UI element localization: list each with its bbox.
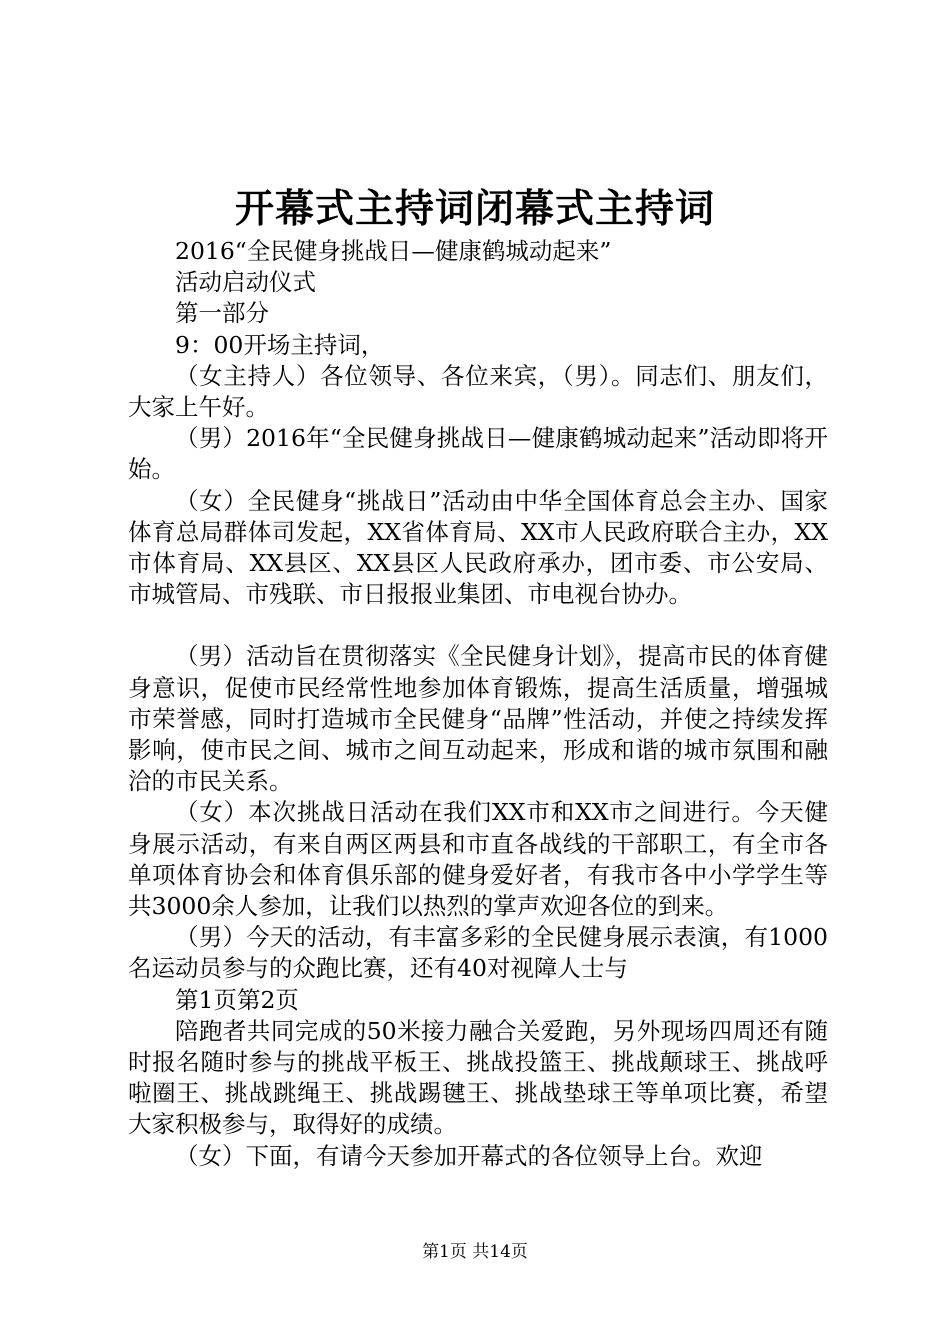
paragraph-opening-time: 9：00开场主持词， xyxy=(175,330,385,359)
paragraph-ceremony: 活动启动仪式 xyxy=(175,268,316,297)
paragraph-start: （男）2016年“全民健身挑战日—健康鹤城动起来”活动即将开始。 xyxy=(128,424,828,484)
paragraph-event-name: 2016“全民健身挑战日—健康鹤城动起来” xyxy=(175,237,612,265)
paragraph-competitions: 陪跑者共同完成的50米接力融合关爱跑，另外现场四周还有随时报名随时参与的挑战平板王、挑战投篮王、挑战颠球王、挑战呼啦圈王、挑战跳绳王、挑战踢毽王、挑战垫球王等单项比赛，希望大家积极参与，取得好的成绩。 xyxy=(128,1016,828,1139)
document-body xyxy=(128,236,828,1172)
page-marker: 第1页第2页 xyxy=(175,985,299,1014)
paragraph-part-one: 第一部分 xyxy=(175,299,269,328)
document-title: 开幕式主持词闭幕式主持词 xyxy=(234,186,715,232)
page-footer: 第1页 共14页 xyxy=(422,1242,528,1262)
paragraph-participants: （女）本次挑战日活动在我们XX市和XX市之间进行。今天健身展示活动，有来自两区两县和市直各战线的干部职工，有全市各单项体育协会和体育俱乐部的健身爱好者，有我市各中小学学生等共3000余人参加，让我们以热烈的掌声欢迎各位的到来。 xyxy=(128,798,828,921)
paragraph-leaders: （女）下面，有请今天参加开幕式的各位领导上台。欢迎 xyxy=(175,1141,763,1170)
paragraph-purpose: （男）活动旨在贯彻落实《全民健身计划》，提高市民的体育健身意识，促使市民经常性地参加体育锻炼，提高生活质量，增强城市荣誉感，同时打造城市全民健身“品牌”性活动，并使之持续发挥影响，使市民之间、城市之间互动起来，形成和谐的城市氛围和融洽的市民关系。 xyxy=(128,642,828,796)
paragraph-greeting: （女主持人）各位领导、各位来宾，（男）。同志们、朋友们，大家上午好。 xyxy=(128,361,828,422)
paragraph-organizers: （女）全民健身“挑战日”活动由中华全国体育总会主办、国家体育总局群体司发起，XX省体育局、XX市人民政府联合主办，XX市体育局、XX县区、XX县区人民政府承办，团市委、市公安局、市城管局、市残联、市日报报业集团、市电视台协办。 xyxy=(128,486,828,609)
paragraph-activities: （男）今天的活动，有丰富多彩的全民健身展示表演，有1000名运动员参与的众跑比赛，还有40对视障人士与 xyxy=(128,923,828,983)
